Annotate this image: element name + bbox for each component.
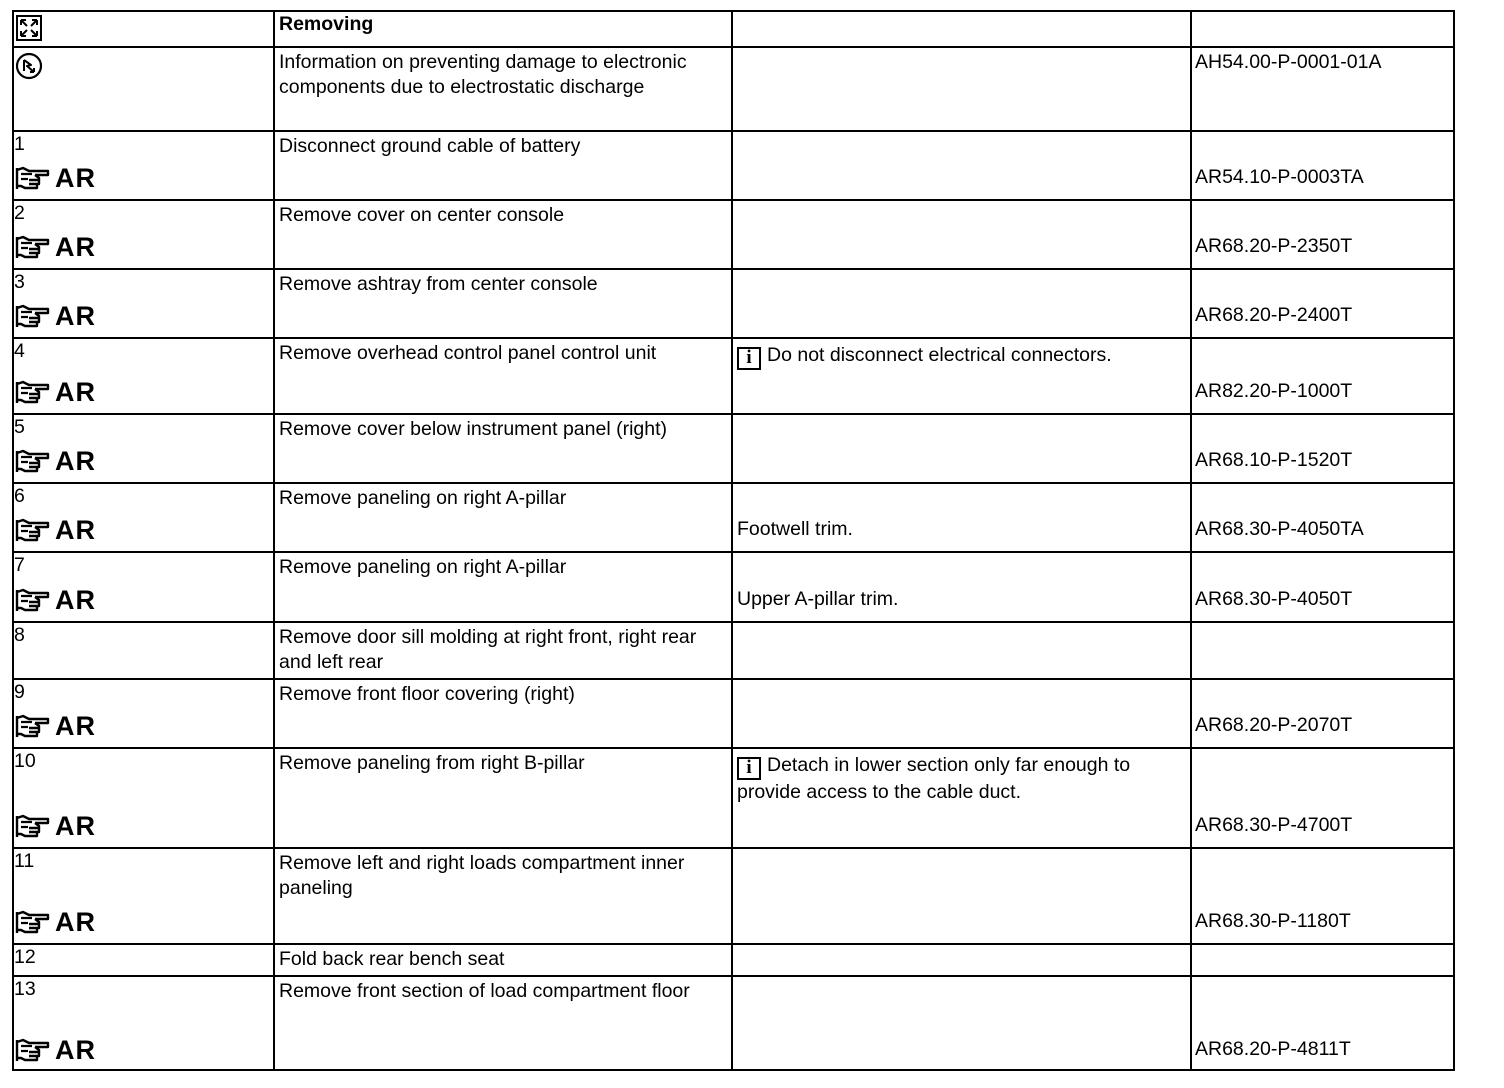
row-divider (12, 10, 1455, 12)
document-reference-link[interactable]: AR68.20-P-4811T (1195, 1038, 1351, 1060)
ar-label: AR (55, 585, 96, 615)
step-number: 1 (14, 133, 25, 155)
pointing-hand-icon (15, 303, 51, 329)
pointing-hand-icon (15, 379, 51, 405)
step-note (731, 753, 1190, 805)
row-divider (12, 46, 1455, 48)
section-title: Removing (279, 13, 374, 35)
column-divider (1453, 10, 1455, 1071)
step-number: 2 (14, 202, 25, 224)
step-description: Remove cover on center console (279, 204, 565, 226)
document-reference-link[interactable]: AR68.20-P-2350T (1195, 235, 1353, 257)
step-number: 5 (14, 416, 25, 438)
pointing-hand-icon (15, 909, 51, 935)
pointing-hand-icon (15, 234, 51, 260)
ar-reference-link[interactable] (15, 907, 96, 937)
column-divider (273, 10, 275, 1071)
document-reference-link[interactable]: AR68.30-P-4050TA (1195, 518, 1364, 540)
step-note: Upper A-pillar trim. (737, 588, 899, 610)
document-reference-link[interactable]: AR82.20-P-1000T (1195, 380, 1353, 402)
ar-label: AR (55, 232, 96, 262)
pointing-hand-icon (15, 1037, 51, 1063)
ar-label: AR (55, 515, 96, 545)
note-text: Do not disconnect electrical connectors. (767, 344, 1112, 366)
step-description: Remove left and right loads compartment inner paneling (279, 852, 685, 899)
document-reference-link[interactable]: AR54.10-P-0003TA (1195, 166, 1364, 188)
step-number: 12 (14, 946, 36, 968)
ar-label: AR (55, 907, 96, 937)
step-note (731, 343, 1190, 370)
ar-reference-link[interactable] (15, 711, 96, 741)
document-reference-link[interactable]: AR68.10-P-1520T (1195, 449, 1353, 471)
expand-icon (16, 15, 42, 46)
ar-reference-link[interactable] (15, 811, 96, 841)
ar-label: AR (55, 377, 96, 407)
ar-label: AR (55, 811, 96, 841)
ar-reference-link[interactable] (15, 446, 96, 476)
ar-reference-link[interactable] (15, 377, 96, 407)
info-icon: i (737, 757, 761, 780)
note-text: Detach in lower section only far enough to provide access to the cable duct. (737, 754, 1131, 803)
step-description: Remove cover below instrument panel (right) (279, 418, 668, 440)
ar-label: AR (55, 301, 96, 331)
step-number: 7 (14, 554, 25, 576)
procedure-table (12, 10, 1455, 1071)
document-reference-link[interactable]: AR68.20-P-2070T (1195, 714, 1353, 736)
esd-warning-icon (15, 52, 43, 85)
step-description: Remove paneling from right B-pillar (279, 752, 585, 774)
pointing-hand-icon (15, 165, 51, 191)
pointing-hand-icon (15, 713, 51, 739)
esd-info-text: Information on preventing damage to electronic components due to electrostatic discharge (279, 51, 687, 98)
pointing-hand-icon (15, 448, 51, 474)
ar-reference-link[interactable] (15, 163, 96, 193)
step-description: Remove front floor covering (right) (279, 683, 575, 705)
step-number: 4 (14, 340, 25, 362)
step-note: Footwell trim. (737, 518, 853, 540)
ar-reference-link[interactable] (15, 515, 96, 545)
pointing-hand-icon (15, 813, 51, 839)
pointing-hand-icon (15, 517, 51, 543)
step-number: 13 (14, 978, 36, 1000)
step-number: 11 (14, 850, 35, 872)
step-number: 8 (14, 624, 25, 646)
ar-label: AR (55, 163, 96, 193)
ar-reference-link[interactable] (15, 232, 96, 262)
step-number: 3 (14, 271, 25, 293)
document-reference-link[interactable]: AH54.00-P-0001-01A (1195, 51, 1382, 73)
info-icon: i (737, 347, 761, 370)
step-description: Remove door sill molding at right front, right rear and left rear (279, 626, 697, 673)
ar-label: AR (55, 446, 96, 476)
step-description: Remove paneling on right A-pillar (279, 556, 567, 578)
ar-reference-link[interactable] (15, 585, 96, 615)
ar-reference-link[interactable] (15, 1035, 96, 1065)
document-reference-link[interactable]: AR68.30-P-4700T (1195, 814, 1353, 836)
document-reference-link[interactable]: AR68.30-P-4050T (1195, 588, 1353, 610)
step-number: 10 (14, 750, 36, 772)
document-reference-link[interactable]: AR68.20-P-2400T (1195, 304, 1353, 326)
step-number: 6 (14, 485, 25, 507)
step-description: Disconnect ground cable of battery (279, 135, 581, 157)
step-description: Remove ashtray from center console (279, 273, 598, 295)
step-number: 9 (14, 681, 25, 703)
ar-label: AR (55, 1035, 96, 1065)
column-divider (12, 10, 14, 1071)
step-description: Remove overhead control panel control unit (279, 342, 657, 364)
step-description: Fold back rear bench seat (279, 948, 505, 970)
pointing-hand-icon (15, 587, 51, 613)
document-reference-link[interactable]: AR68.30-P-1180T (1195, 910, 1351, 932)
ar-reference-link[interactable] (15, 301, 96, 331)
ar-label: AR (55, 711, 96, 741)
row-divider (12, 1069, 1455, 1071)
step-description: Remove paneling on right A-pillar (279, 487, 567, 509)
step-description: Remove front section of load compartment floor (279, 980, 690, 1002)
